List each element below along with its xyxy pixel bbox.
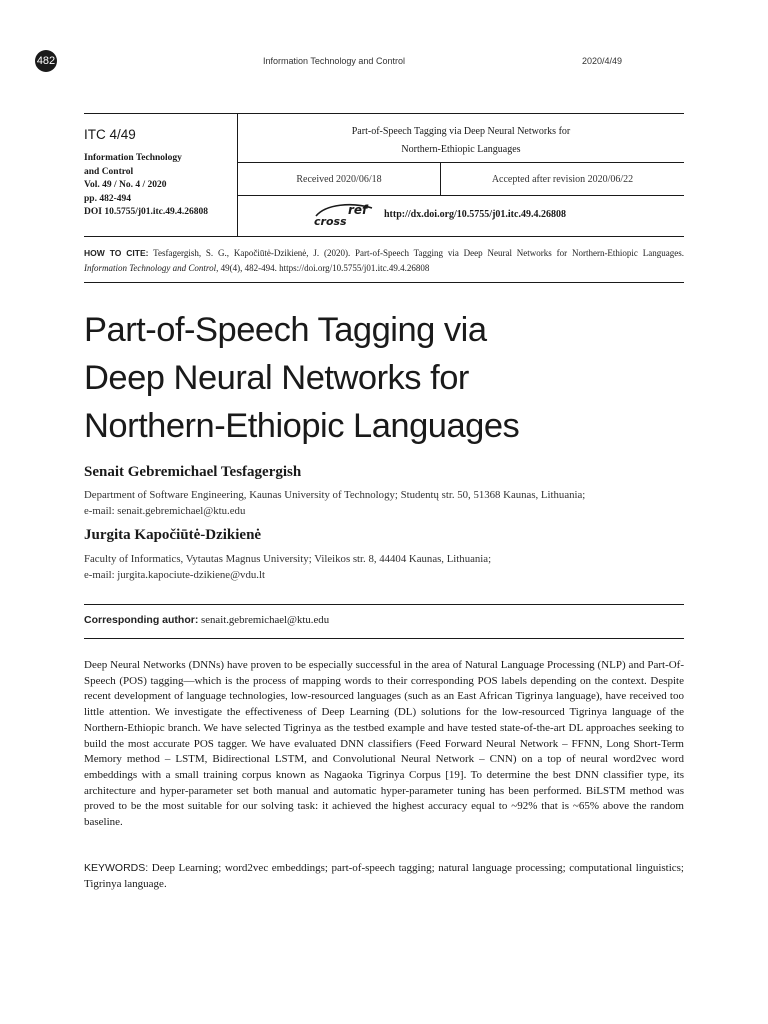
box-paper-title [238,123,684,158]
title-line: Part-of-Speech Tagging via [84,311,487,349]
divider [84,113,684,114]
crossref-logo [312,200,380,230]
keywords-text: Deep Learning; word2vec embeddings; part-of-speech tagging; natural language processing; computational linguistics; Tigrinya language. [84,862,684,890]
box-title-line: Northern-Ethiopic Languages [401,143,521,155]
author-name: Jurgita Kapočiūtė-Dzikienė [84,527,262,543]
divider [237,162,684,163]
corresponding-email: senait.gebremichael@ktu.edu [198,614,330,626]
cite-text-end: , 49(4), 482-494. https://doi.org/10.5755/j01.itc.49.4.26808 [216,262,430,273]
corresponding-author [84,614,329,626]
svg-text:cross: cross [314,215,347,228]
box-title-line: Part-of-Speech Tagging via Deep Neural Networks for [351,126,571,137]
journal-meta-line: DOI 10.5755/j01.itc.49.4.26808 [84,207,209,217]
journal-meta-line: pp. 482-494 [84,193,131,204]
author-affiliation [84,487,694,519]
divider [237,195,684,196]
journal-meta [84,152,208,220]
divider [84,638,684,639]
divider [84,604,684,605]
journal-meta-line: and Control [84,166,134,177]
corresponding-label: Corresponding author: [84,614,199,626]
running-header-journal-text: Information Technology and Control [263,56,405,66]
svg-text:ref: ref [348,203,368,217]
page-number: 482 [35,50,57,72]
received-date: Received 2020/06/18 [296,174,382,185]
itc-label: ITC 4/49 [84,127,136,142]
abstract: Deep Neural Networks (DNNs) have proven to be especially successful in the area of Natural Language Processing (NLP) and Part-Of-Speech (POS) tagging—which is the process of mapping words to their corresponding POS labels depending on the context. Despite recent development of language technologies, low-resourced languages (such as an East African Tigrinya language), have received too little attention. We investigate the effectiveness of Deep Learning (DL) solutions for the low-resourced Tigrinya language of the Northern-Ethiopic branch. We have selected Tigrinya as the testbed example and have tested state-of-the-art DL approaches seeking to build the most accurate POS tagger. We have evaluated DNN classifiers (Feed Forward Neural Network – FFNN, Long Short-Term Memory method – LSTM, Bidirectional LSTM, and Convolutional Neural Network – CNN) on a top of neural word2vec word embeddings with a small training corpus known as Nagaoka Tigrinya Corpus [19]. To determine the best DNN classifier type, its architecture and hyper-parameter set both manual and automatic hyper-parameter tuning has been performed. BiLSTM method was proved to be the most suitable for our solving task: it achieved the highest accuracy equal to ~92% that is ~65% above the random baseline. [84,659,684,829]
keywords [84,861,684,892]
page-title [84,306,684,450]
doi-link[interactable]: http://dx.doi.org/10.5755/j01.itc.49.4.26808 [384,209,566,220]
running-header-journal [0,56,668,66]
divider [84,282,684,283]
divider [84,236,684,237]
how-to-cite [84,246,684,275]
affiliation-text: Faculty of Informatics, Vytautas Magnus University; Vileikos str. 8, 44404 Kaunas, Lithuania; [84,553,492,565]
journal-meta-line: Information Technology [84,153,182,163]
accepted-date: Accepted after revision 2020/06/22 [491,174,634,185]
author-email: e-mail: jurgita.kapociute-dzikiene@vdu.lt [84,569,265,581]
journal-meta-line: Vol. 49 / No. 4 / 2020 [84,180,167,190]
keywords-label: KEYWORDS: [84,862,149,874]
author-name: Senait Gebremichael Tesfagergish [84,464,302,480]
author-email: e-mail: senait.gebremichael@ktu.edu [84,505,246,517]
running-header-date: 2020/4/49 [581,56,622,66]
affiliation-text: Department of Software Engineering, Kaunas University of Technology; Studentų str. 50, 51368 Kaunas, Lithuania; [84,489,586,501]
how-to-cite-label: HOW TO CITE: [84,248,149,258]
cite-journal: Information Technology and Control [84,262,217,273]
author-affiliation [84,551,694,583]
title-line: Deep Neural Networks for [84,359,469,397]
title-line: Northern-Ethiopic Languages [84,407,520,445]
cite-text: Tesfagergish, S. G., Kapočiūtė-Dzikienė, J. (2020). Part-of-Speech Tagging via Deep Neural Networks for Northern-Ethiopic Languages. [148,248,684,258]
